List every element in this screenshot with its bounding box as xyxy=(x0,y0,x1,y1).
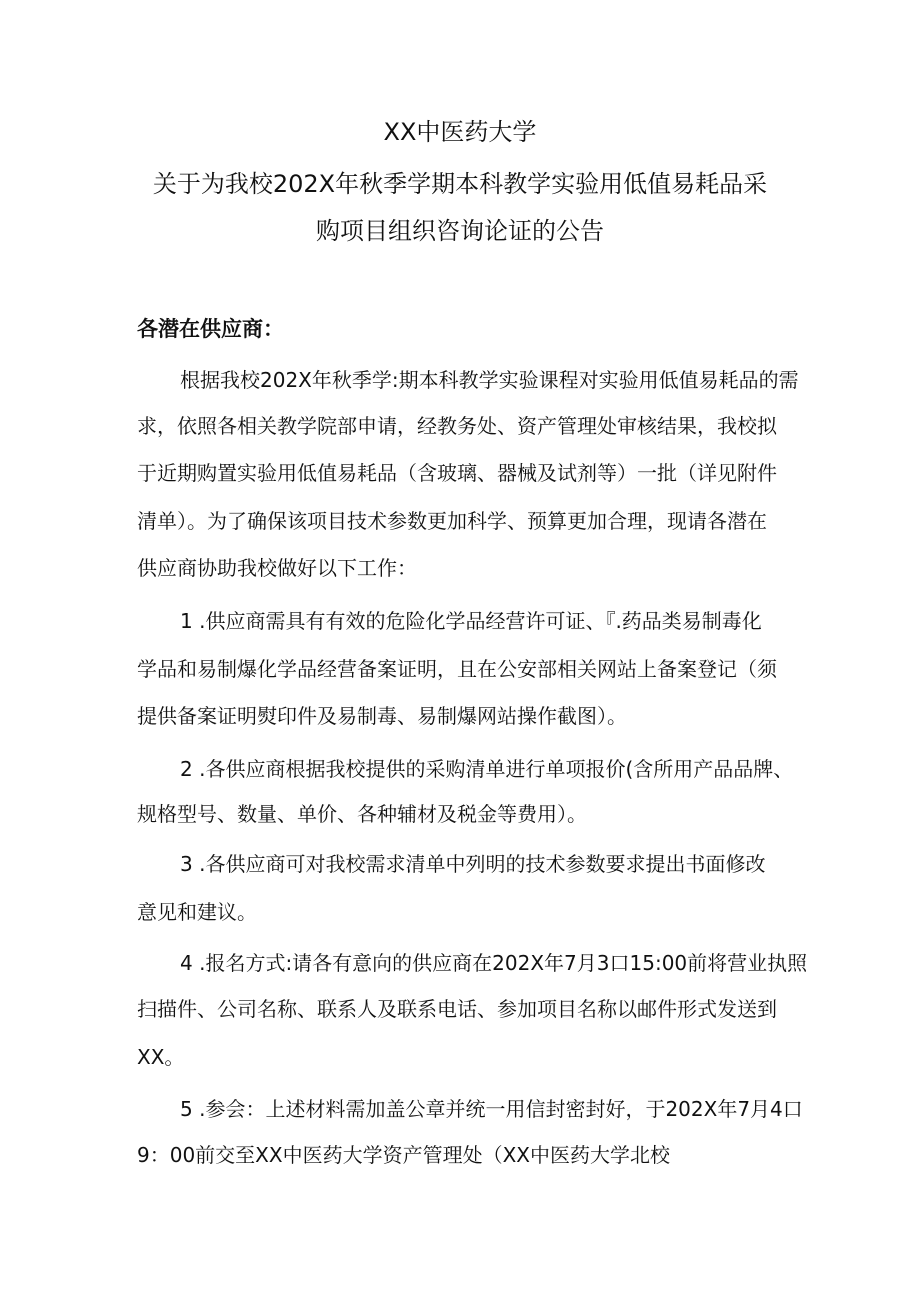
list-item-2-line: 规格型号、数量、单价、各种辅材及税金等费用）。 xyxy=(137,802,587,826)
list-item-5-line: 5 .参会：上述材料需加盖公章并统一用信封密封好，于202X年7月4口 xyxy=(180,1097,803,1121)
salutation: 各潜在供应商： xyxy=(137,317,284,341)
title-line-1: XX中医药大学 xyxy=(383,118,537,146)
paragraph-line: 于近期购置实验用低值易耗品（含玻璃、器械及试剂等）一批（详见附件 xyxy=(137,461,777,485)
paragraph-line: 清单）。为了确保该项目技术参数更加科学、预算更加合理，现请各潜在 xyxy=(137,509,767,533)
list-item-1-line: 1 .供应商需具有有效的危险化学品经营许可证、『.药品类易制毒化 xyxy=(180,609,762,633)
title-line-3: 购项目组织咨询论证的公告 xyxy=(316,217,604,245)
list-item-2-line: 2 .各供应商根据我校提供的采购清单进行单项报价(含所用产品品牌、 xyxy=(180,757,794,781)
list-item-4-line: 扫描件、公司名称、联系人及联系电话、参加项目名称以邮件形式发送到 xyxy=(137,997,777,1021)
list-item-4-line: 4 .报名方式:请各有意向的供应商在202X年7月3口15:00前将营业执照 xyxy=(180,951,808,975)
paragraph-line: 供应商协助我校做好以下工作： xyxy=(137,556,417,580)
list-item-4-line: XX。 xyxy=(137,1045,185,1069)
title-line-2: 关于为我校202X年秋季学期本科教学实验用低值易耗品采 xyxy=(152,170,768,198)
list-item-3-line: 3 .各供应商可对我校需求清单中列明的技术参数要求提出书面修改 xyxy=(180,852,766,876)
list-item-1-line: 提供备案证明熨印件及易制毒、易制爆网站操作截图）。 xyxy=(137,704,627,728)
list-item-3-line: 意见和建议。 xyxy=(137,900,257,924)
list-item-1-line: 学品和易制爆化学品经营备案证明，且在公安部相关网站上备案登记（须 xyxy=(137,657,777,681)
list-item-5-line: 9：00前交至XX中医药大学资产管理处（XX中医药大学北校 xyxy=(137,1143,670,1167)
paragraph-line: 根据我校202X年秋季学:期本科教学实验课程对实验用低值易耗品的需 xyxy=(180,368,799,392)
paragraph-line: 求，依照各相关教学院部申请，经教务处、资产管理处审核结果，我校拟 xyxy=(137,414,777,438)
